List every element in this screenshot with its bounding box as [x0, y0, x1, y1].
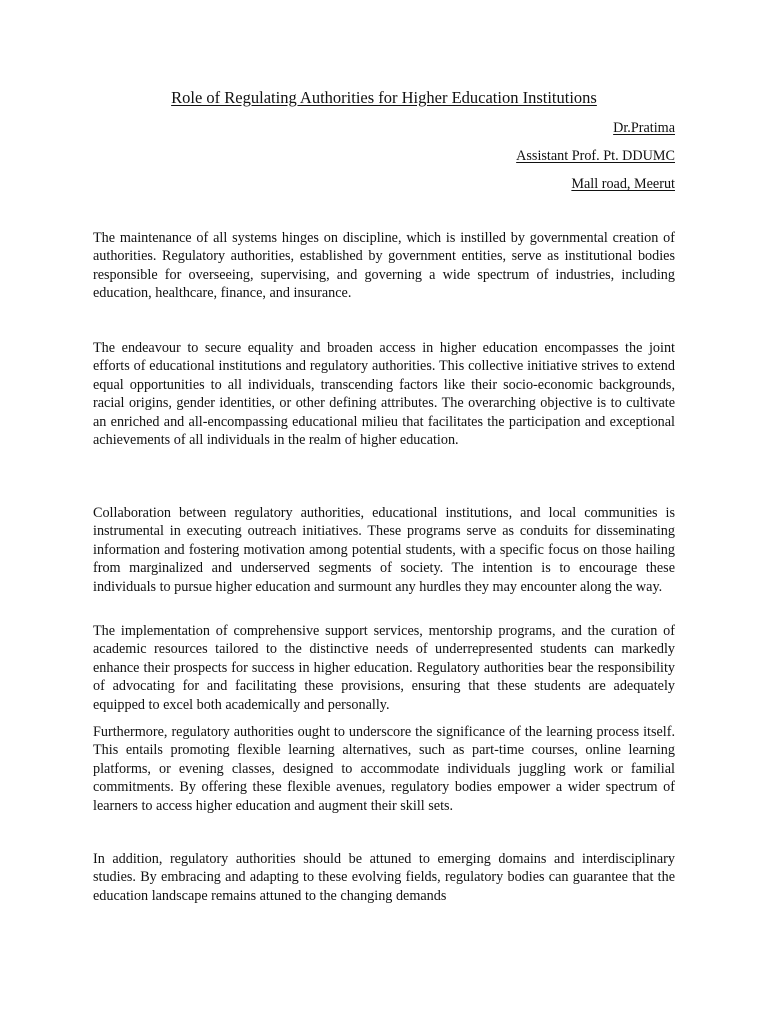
- paragraph-1: The maintenance of all systems hinges on discipline, which is instilled by governmental creation of authorities. Regulatory authorities, established by government entities, serve as institutional bodies responsible for overseeing, supervising, and governing a wide spectrum of industries, including education, healthcare, finance, and insurance.: [93, 230, 675, 302]
- paragraph-4: The implementation of comprehensive support services, mentorship programs, and the curation of academic resources tailored to the distinctive needs of underrepresented students can markedly enhance their prospects for success in higher education. Regulatory authorities bear the responsibility of advocating for and facilitating these provisions, ensuring that these students are adequately equipped to excel both academically and personally.: [93, 623, 675, 713]
- author-position: Assistant Prof. Pt. DDUMC: [516, 148, 675, 164]
- document-title: Role of Regulating Authorities for Higher Education Institutions: [171, 88, 597, 107]
- author-address: Mall road, Meerut: [571, 176, 675, 192]
- paragraph-6: In addition, regulatory authorities should be attuned to emerging domains and interdisciplinary studies. By embracing and adapting to these evolving fields, regulatory bodies can guarantee that the education landscape remains attuned to the changing demands: [93, 851, 675, 904]
- author-name: Dr.Pratima: [613, 120, 675, 136]
- paragraph-5: Furthermore, regulatory authorities ought to underscore the significance of the learning process itself. This entails promoting flexible learning alternatives, such as part-time courses, online learning platforms, or evening classes, designed to accommodate individuals juggling work or familial commitments. By offering these flexible avenues, regulatory bodies empower a wider spectrum of learners to access higher education and augment their skill sets.: [93, 724, 675, 814]
- paragraph-2: The endeavour to secure equality and broaden access in higher education encompasses the joint efforts of educational institutions and regulatory authorities. This collective initiative strives to extend equal opportunities to all individuals, transcending factors like their socio-economic backgrounds, racial origins, gender identities, or other defining attributes. The overarching objective is to cultivate an enriched and all-encompassing educational milieu that facilitates the participation and exceptional achievements of all individuals in the realm of higher education.: [93, 340, 675, 449]
- paragraph-3: Collaboration between regulatory authorities, educational institutions, and local communities is instrumental in executing outreach initiatives. These programs serve as conduits for disseminating information and fostering motivation among potential students, with a specific focus on those hailing from marginalized and underserved segments of society. The intention is to encourage these individuals to pursue higher education and surmount any hurdles they may encounter along the way.: [93, 505, 675, 595]
